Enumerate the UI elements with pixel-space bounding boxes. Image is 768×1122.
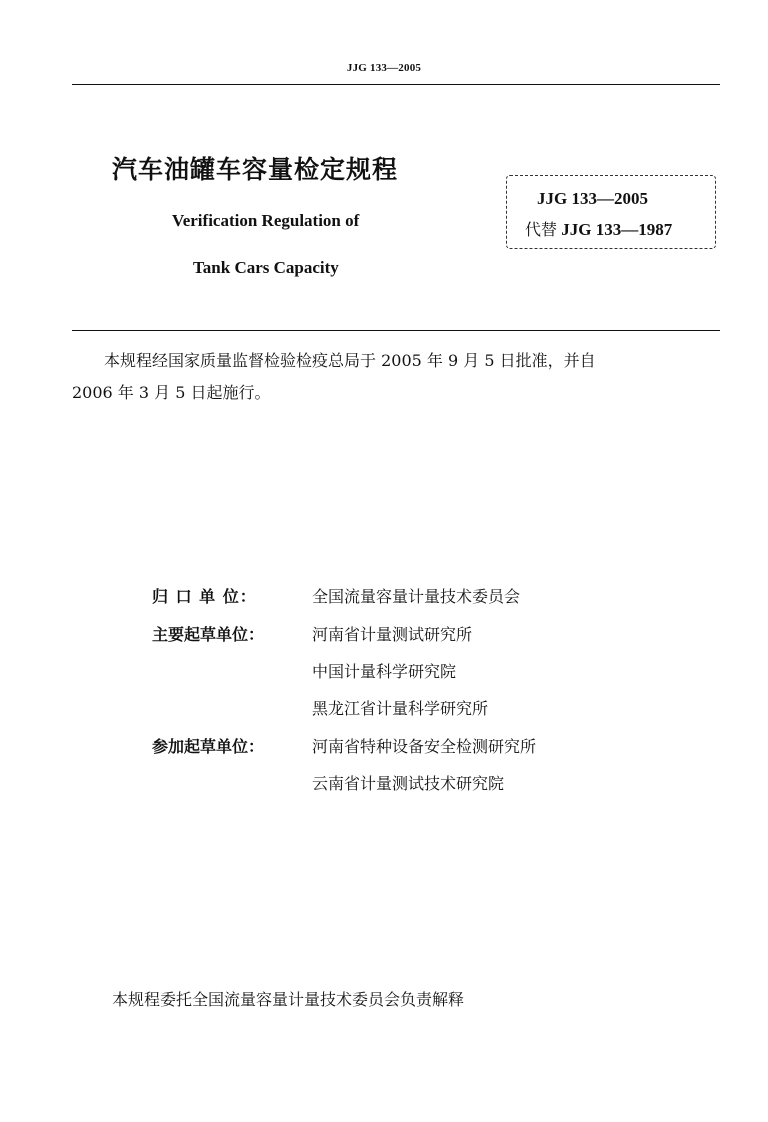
unit-value: 全国流量容量计量技术委员会 <box>312 587 521 606</box>
unit-value: 黑龙江省计量科学研究所 <box>312 699 489 718</box>
replaced-code: JJG 133—1987 <box>561 220 673 239</box>
title-rule <box>72 330 720 331</box>
unit-label-main-drafting: 主要起草单位： <box>152 625 265 644</box>
approval-line-1: 本规程经国家质量监督检验检疫总局于 2005 年 9 月 5 日批准，并自 <box>104 351 596 370</box>
header-rule <box>72 84 720 85</box>
standard-code: JJG 133—2005 <box>537 189 648 208</box>
interpretation-note: 本规程委托全国流量容量计量技术委员会负责解释 <box>112 990 465 1009</box>
unit-label-responsible: 归 口 单 位： <box>152 587 257 606</box>
unit-value: 河南省特种设备安全检测研究所 <box>312 737 537 756</box>
unit-value: 河南省计量测试研究所 <box>312 625 473 644</box>
standard-code-box <box>506 175 716 249</box>
title-english-line1: Verification Regulation of <box>172 211 360 230</box>
header-code: JJG 133—2005 <box>346 62 422 74</box>
unit-value: 中国计量科学研究院 <box>312 662 457 681</box>
replaces-prefix: 代替 <box>525 220 558 239</box>
unit-value: 云南省计量测试技术研究院 <box>312 774 505 793</box>
replaces-line <box>525 217 672 240</box>
unit-label-participating-drafting: 参加起草单位： <box>152 737 265 756</box>
title-chinese: 汽车油罐车容量检定规程 <box>112 155 399 184</box>
title-english-line2: Tank Cars Capacity <box>193 258 339 277</box>
approval-line-2: 2006 年 3 月 5 日起施行。 <box>72 383 271 402</box>
